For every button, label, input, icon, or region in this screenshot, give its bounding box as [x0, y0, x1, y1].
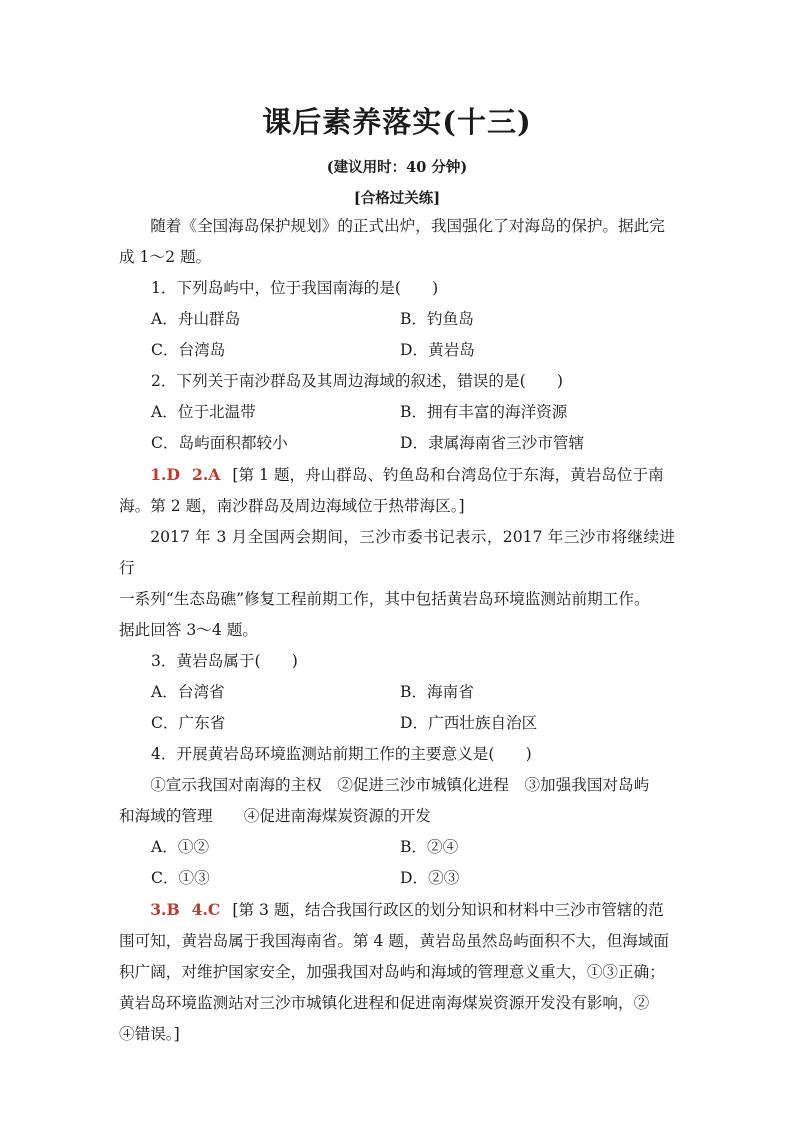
answer-3-4 [119, 894, 675, 926]
content-body [119, 211, 675, 1050]
question-3-option-c: C．广东省 [151, 714, 226, 732]
question-3-option-b: B．海南省 [400, 683, 474, 701]
question-1-option-d: D．黄岩岛 [400, 341, 475, 359]
question-4-option-a: A．①② [151, 838, 210, 856]
intro-paragraph-1-cont: 成 1～2 题。 [119, 248, 212, 266]
question-1-option-b: B．钓鱼岛 [400, 310, 474, 328]
section-heading: [合格过关练] [353, 190, 441, 207]
question-4-options-row-1 [119, 832, 675, 863]
question-2-option-c: C．岛屿面积都较小 [151, 434, 288, 452]
question-3-option-a: A．台湾省 [151, 683, 225, 701]
answer-1-2-cont: 海。第 2 题，南沙群岛及周边海域位于热带海区。] [119, 497, 465, 515]
question-3-option-d: D．广西壮族自治区 [400, 714, 538, 732]
question-3-stem: 3．黄岩岛属于( ) [151, 652, 298, 670]
question-1-option-c: C．台湾岛 [151, 341, 226, 359]
question-4-stem: 4．开展黄岩岛环境监测站前期工作的主要意义是( ) [151, 745, 532, 763]
answer-1-2 [119, 459, 675, 491]
question-3-options-row-2 [119, 708, 675, 739]
question-4-option-d: D．②③ [400, 869, 460, 887]
question-2-option-b: B．拥有丰富的海洋资源 [400, 403, 568, 421]
intro-paragraph-1: 随着《全国海岛保护规划》的正式出炉，我国强化了对海岛的保护。据此完 [150, 217, 665, 235]
answer-3-4-line-5: ④错误。] [119, 1025, 180, 1043]
question-1-option-a: A．舟山群岛 [151, 310, 241, 328]
question-1-stem: 1．下列岛屿中，位于我国南海的是( ) [151, 279, 439, 297]
question-4-options-row-2 [119, 863, 675, 894]
question-2-options-row-1 [119, 397, 675, 428]
answer-key-1: 1.D [150, 465, 180, 484]
intro-paragraph-2-line-2: 一系列“生态岛礁”修复工程前期工作，其中包括黄岩岛环境监测站前期工作。 [119, 590, 650, 608]
question-2-option-d: D．隶属海南省三沙市管辖 [400, 434, 585, 452]
answer-key-2: 2.A [192, 465, 221, 484]
answer-3-4-line-2: 围可知，黄岩岛属于我国海南省。第 4 题，黄岩岛虽然岛屿面积不大，但海域面 [119, 932, 670, 950]
question-3-options-row-1 [119, 677, 675, 708]
question-2-stem: 2．下列关于南沙群岛及其周边海域的叙述，错误的是( ) [151, 372, 563, 390]
question-4-option-b: B．②④ [400, 838, 459, 856]
question-4-items: ①宣示我国对南海的主权 ②促进三沙市城镇化进程 ③加强我国对岛屿 [150, 776, 650, 794]
answer-key-3: 3.B [150, 900, 180, 919]
answer-explanation-3-4: [第 3 题，结合我国行政区的划分知识和材料中三沙市管辖的范 [232, 901, 664, 919]
answer-key-4: 4.C [191, 900, 221, 919]
answer-3-4-line-3: 积广阔，对维护国家安全，加强我国对岛屿和海域的管理意义重大，①③正确； [119, 963, 665, 981]
question-1-options-row-1 [119, 304, 675, 335]
question-1-options-row-2 [119, 335, 675, 366]
time-note: (建议用时：40 分钟) [326, 159, 468, 176]
page-title: 课后素养落实(十三) [262, 105, 532, 139]
intro-paragraph-2-line-3: 据此回答 3～4 题。 [119, 621, 258, 639]
answer-3-4-line-4: 黄岩岛环境监测站对三沙市城镇化进程和促进南海煤炭资源开发没有影响，② [119, 994, 650, 1012]
question-4-items-cont: 和海域的管理 ④促进南海煤炭资源的开发 [119, 807, 431, 825]
answer-explanation-1-2: [第 1 题，舟山群岛、钓鱼岛和台湾岛位于东海，黄岩岛位于南 [232, 466, 664, 484]
intro-paragraph-2: 2017 年 3 月全国两会期间，三沙市委书记表示，2017 年三沙市将继续进行 [119, 528, 675, 577]
question-2-options-row-2 [119, 428, 675, 459]
question-2-option-a: A．位于北温带 [151, 403, 256, 421]
question-4-option-c: C．①③ [151, 869, 210, 887]
